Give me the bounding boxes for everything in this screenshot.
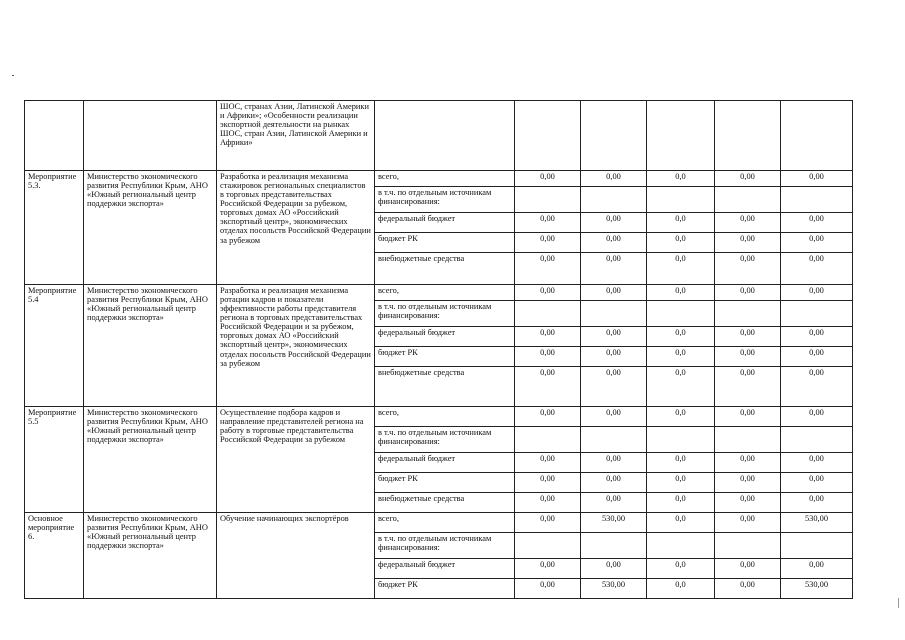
- value-cell: 0,00: [581, 233, 647, 253]
- value-cell: 530,00: [781, 513, 853, 533]
- value-cell: [581, 301, 647, 327]
- value-cell: 0,0: [647, 559, 715, 579]
- value-cell: [781, 187, 853, 213]
- value-cell: 0,0: [647, 367, 715, 407]
- scan-mark: [12, 75, 14, 76]
- value-cell: [647, 427, 715, 453]
- table-row: [25, 407, 853, 427]
- source-label: всего,: [375, 285, 515, 301]
- source-label: в т.ч. по отдельным источникам финансирования:: [375, 187, 515, 213]
- value-cell: 0,00: [515, 579, 581, 599]
- value-cell: 0,0: [647, 473, 715, 493]
- value-cell: 0,00: [515, 493, 581, 513]
- value-cell: [647, 533, 715, 559]
- value-cell: 0,00: [581, 367, 647, 407]
- description-cell: ШОС, странах Азии, Латинской Америки и Африки»; «Особенности реализации экспортной деятельности на рынках ШОС, стран Азии, Латинской Америки и Африки»: [217, 101, 375, 171]
- table-row: [25, 101, 853, 171]
- source-cell: [375, 101, 515, 171]
- value-cell: 0,00: [781, 285, 853, 301]
- table-row: [25, 285, 853, 301]
- executor-cell: [84, 101, 217, 171]
- value-cell: [715, 301, 781, 327]
- value-cell: 0,00: [581, 347, 647, 367]
- table-row: [25, 513, 853, 533]
- value-cell: [515, 533, 581, 559]
- value-cell: 0,00: [781, 327, 853, 347]
- value-cell: [715, 101, 781, 171]
- measure-description: Осуществление подбора кадров и направление представителей региона на работу в торговые представительства Российской Федерации за рубежом: [217, 407, 375, 513]
- value-cell: [647, 187, 715, 213]
- value-cell: 0,00: [515, 453, 581, 473]
- source-label: бюджет РК: [375, 347, 515, 367]
- value-cell: [581, 427, 647, 453]
- measure-code: Мероприятие 5.3.: [25, 171, 84, 285]
- value-cell: 0,00: [581, 407, 647, 427]
- value-cell: 0,00: [781, 559, 853, 579]
- value-cell: 0,00: [781, 453, 853, 473]
- value-cell: 0,00: [515, 407, 581, 427]
- measure-description: Обучение начинающих экспортёров: [217, 513, 375, 599]
- measure-executor: Министерство экономического развития Республики Крым, АНО «Южный региональный центр поддержки экспорта»: [84, 513, 217, 599]
- value-cell: 0,00: [515, 473, 581, 493]
- value-cell: [581, 533, 647, 559]
- source-label: федеральный бюджет: [375, 453, 515, 473]
- value-cell: 0,00: [715, 513, 781, 533]
- value-cell: [715, 533, 781, 559]
- source-label: в т.ч. по отдельным источникам финансирования:: [375, 533, 515, 559]
- value-cell: [581, 101, 647, 171]
- source-label: внебюджетные средства: [375, 367, 515, 407]
- value-cell: 0,00: [515, 347, 581, 367]
- measure-executor: Министерство экономического развития Республики Крым, АНО «Южный региональный центр поддержки экспорта»: [84, 285, 217, 407]
- value-cell: [715, 427, 781, 453]
- value-cell: 0,00: [515, 171, 581, 187]
- value-cell: 530,00: [781, 579, 853, 599]
- value-cell: 0,00: [781, 171, 853, 187]
- value-cell: 0,00: [715, 285, 781, 301]
- value-cell: 0,00: [581, 171, 647, 187]
- value-cell: 0,00: [715, 347, 781, 367]
- value-cell: [781, 101, 853, 171]
- value-cell: 0,00: [715, 327, 781, 347]
- value-cell: 0,00: [715, 233, 781, 253]
- value-cell: 0,00: [581, 285, 647, 301]
- value-cell: 0,00: [581, 453, 647, 473]
- measure-description: Разработка и реализация механизма стажировок региональных специалистов в торговых представительствах Российской Федерации за рубежом, торговых домах АО «Российский экспортный центр», экономических отделах посольств Российской Федерации за рубежом: [217, 171, 375, 285]
- measure-executor: Министерство экономического развития Республики Крым, АНО «Южный региональный центр поддержки экспорта»: [84, 407, 217, 513]
- financing-table: [24, 100, 853, 599]
- value-cell: 0,00: [781, 253, 853, 285]
- value-cell: 0,00: [515, 253, 581, 285]
- value-cell: 0,00: [515, 327, 581, 347]
- value-cell: 0,0: [647, 327, 715, 347]
- source-label: бюджет РК: [375, 233, 515, 253]
- value-cell: 0,0: [647, 171, 715, 187]
- value-cell: 0,00: [515, 367, 581, 407]
- value-cell: [647, 101, 715, 171]
- value-cell: [515, 301, 581, 327]
- value-cell: 0,00: [581, 327, 647, 347]
- source-label: всего,: [375, 171, 515, 187]
- value-cell: 0,00: [781, 493, 853, 513]
- value-cell: 530,00: [581, 579, 647, 599]
- value-cell: 0,00: [715, 407, 781, 427]
- value-cell: 0,00: [515, 513, 581, 533]
- source-label: федеральный бюджет: [375, 213, 515, 233]
- source-label: внебюджетные средства: [375, 493, 515, 513]
- value-cell: 0,00: [781, 233, 853, 253]
- value-cell: [515, 427, 581, 453]
- source-label: в т.ч. по отдельным источникам финансирования:: [375, 301, 515, 327]
- value-cell: [581, 187, 647, 213]
- value-cell: 530,00: [581, 513, 647, 533]
- value-cell: 0,0: [647, 233, 715, 253]
- value-cell: [781, 427, 853, 453]
- value-cell: 0,00: [715, 213, 781, 233]
- value-cell: 0,0: [647, 253, 715, 285]
- value-cell: 0,00: [715, 171, 781, 187]
- value-cell: 0,00: [715, 579, 781, 599]
- value-cell: 0,00: [581, 473, 647, 493]
- value-cell: 0,00: [515, 213, 581, 233]
- source-label: всего,: [375, 407, 515, 427]
- value-cell: [647, 301, 715, 327]
- source-label: всего,: [375, 513, 515, 533]
- value-cell: 0,00: [715, 453, 781, 473]
- code-cell: [25, 101, 84, 171]
- value-cell: 0,00: [581, 213, 647, 233]
- value-cell: 0,00: [581, 559, 647, 579]
- value-cell: 0,0: [647, 285, 715, 301]
- value-cell: 0,0: [647, 347, 715, 367]
- measure-description: Разработка и реализация механизма ротации кадров и показатели эффективности работы представителя региона в торговых представительствах Российской Федерации и за рубежом, торговых домах АО «Российский экспортный центр», экономических отделах посольств Российской Федерации за рубежом: [217, 285, 375, 407]
- table-row: [25, 171, 853, 187]
- value-cell: 0,0: [647, 213, 715, 233]
- value-cell: 0,00: [715, 367, 781, 407]
- value-cell: 0,00: [715, 559, 781, 579]
- measure-code: Мероприятие 5.4: [25, 285, 84, 407]
- value-cell: 0,00: [715, 493, 781, 513]
- value-cell: 0,0: [647, 579, 715, 599]
- measure-executor: Министерство экономического развития Республики Крым, АНО «Южный региональный центр поддержки экспорта»: [84, 171, 217, 285]
- source-label: в т.ч. по отдельным источникам финансирования:: [375, 427, 515, 453]
- measure-code: Мероприятие 5.5: [25, 407, 84, 513]
- value-cell: 0,0: [647, 493, 715, 513]
- value-cell: 0,0: [647, 513, 715, 533]
- value-cell: 0,00: [515, 559, 581, 579]
- value-cell: 0,00: [581, 253, 647, 285]
- value-cell: [515, 101, 581, 171]
- value-cell: [515, 187, 581, 213]
- value-cell: [781, 533, 853, 559]
- value-cell: 0,00: [715, 253, 781, 285]
- value-cell: [715, 187, 781, 213]
- value-cell: 0,00: [781, 213, 853, 233]
- value-cell: 0,00: [515, 285, 581, 301]
- source-label: бюджет РК: [375, 579, 515, 599]
- value-cell: 0,0: [647, 407, 715, 427]
- scan-mark: [898, 598, 899, 608]
- value-cell: 0,00: [781, 347, 853, 367]
- value-cell: 0,00: [515, 233, 581, 253]
- value-cell: 0,00: [781, 407, 853, 427]
- source-label: бюджет РК: [375, 473, 515, 493]
- value-cell: 0,00: [781, 473, 853, 493]
- value-cell: 0,00: [581, 493, 647, 513]
- source-label: внебюджетные средства: [375, 253, 515, 285]
- source-label: федеральный бюджет: [375, 559, 515, 579]
- value-cell: 0,00: [715, 473, 781, 493]
- source-label: федеральный бюджет: [375, 327, 515, 347]
- value-cell: 0,0: [647, 453, 715, 473]
- value-cell: 0,00: [781, 367, 853, 407]
- value-cell: [781, 301, 853, 327]
- measure-code: Основное мероприятие 6.: [25, 513, 84, 599]
